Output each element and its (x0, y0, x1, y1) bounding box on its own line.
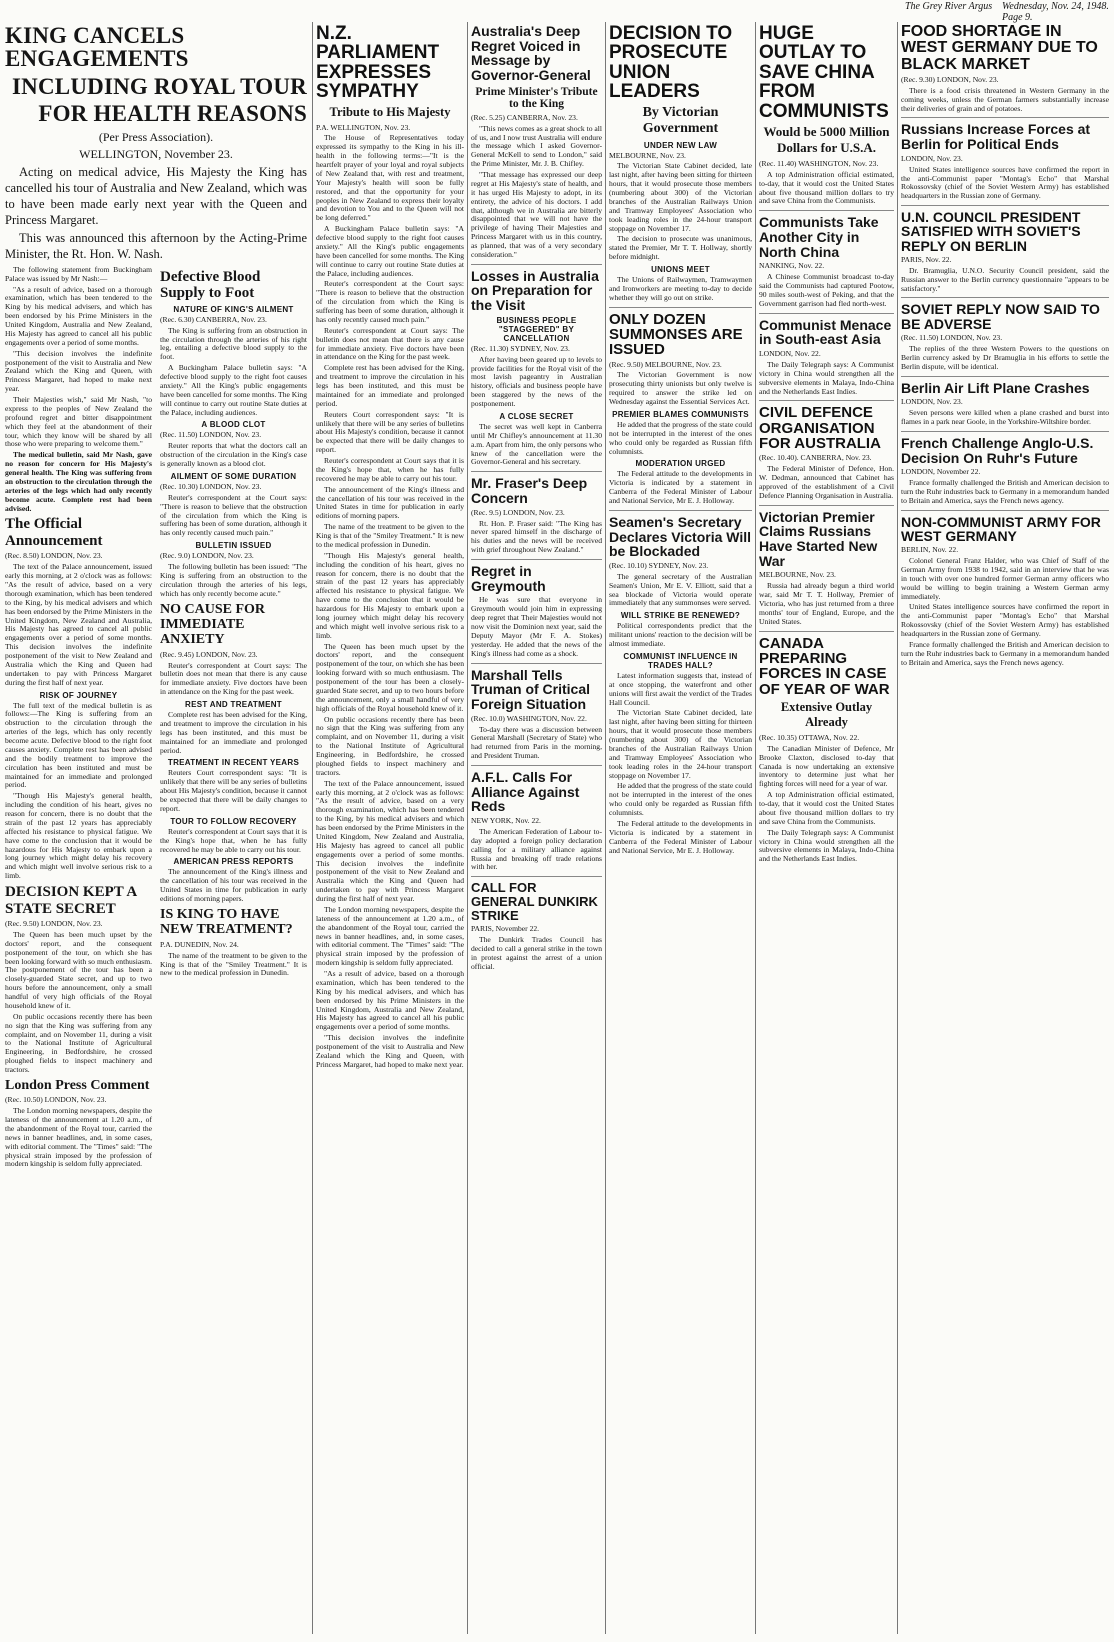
headline-save-china: HUGE OUTLAY TO SAVE CHINA FROM COMMUNISTS (759, 23, 889, 122)
divider (471, 471, 602, 472)
dateline: NANKING, Nov. 22. (759, 261, 825, 271)
paragraph: On public occasions recently there has been no sign that the King was suffering from any complaint, and on November 11, during a visit to the National Institute of Agricultural Engineering, in Bedfordshire, he crossed ploughed fields to inspect machinery and tractors. (316, 714, 464, 777)
column-australia-regret (471, 22, 602, 1634)
paragraph: There is a food crisis threatened in Western Germany in the coming weeks, unless the German farmers substantially increase their deliveries of grain and of potatoes. (901, 85, 1109, 113)
paragraph: The Unions of Railwaymen, Tramwaymen and Ironworkers are meeting to-day to decide whether they will go out on strike. (609, 275, 752, 302)
dateline: (Rec. 10.50) LONDON, Nov. 23. (5, 1095, 107, 1105)
column-king-cancels (5, 22, 307, 1634)
paragraph: The Canadian Minister of Defence, Mr Brooke Claxton, disclosed to-day that Canada is now undertaking an extensive inventory to determine just what her fighting forces will need for a year of war. (759, 743, 894, 789)
subhead-losses-australia: Losses in Australia on Preparation for the Visit (471, 267, 599, 314)
dateline: WELLINGTON, November 23. (79, 146, 233, 161)
lead-paragraph: Acting on medical advice, His Majesty the King has cancelled his tour of Australia and New Zealand, which was to have been made early next year with the Queen and Princess Margaret. (5, 164, 307, 227)
subcolumn-left (5, 266, 152, 1172)
headline-king-cancels-2: INCLUDING ROYAL TOUR (12, 73, 307, 99)
paragraph: To-day there was a discussion between General Marshall (Secretary of State) who had returned from Paris in the morning, and President Truman. (471, 724, 602, 761)
subhead-berlin-air-lift: Berlin Air Lift Plane Crashes (901, 379, 1090, 396)
paragraph: The Federal attitude to the developments in Victoria is indicated by a statement in Canberra of the Federal Minister of Labour and National Service, Mr E. J. Holloway. (609, 818, 752, 855)
subhead-new-treatment: IS KING TO HAVE NEW TREATMENT? (160, 906, 293, 938)
paragraph: Reuter's correspondent at Court says: The bulletin does not mean that there is any cause for immediate anxiety. Five doctors have been in attendance on the King for the past week. (316, 325, 464, 362)
paragraph: The Daily Telegraph says: A Communist victory in China would strengthen all the subversive elements in Malaya, Indo-China and the Netherlands East Indies. (759, 827, 894, 864)
paragraph: A Chinese Communist broadcast to-day said the Communists had captured Pootow, 90 miles south-west of Peking, and that the Government garrison had fled north-west. (759, 272, 894, 308)
paragraph: The Victorian Government is now prosecuting thirty unionists but only twelve is required to answer the strike led on Wednesday against the Essential Services Act. (609, 370, 752, 407)
dateline: LONDON, Nov. 22. (759, 349, 821, 359)
paragraph: Reuter's correspondent at the Court says: "There is reason to believe that the obstruction of the circulation from which the King is suffering has been of some duration, although it has only recently caused much pain." (316, 279, 464, 324)
headline-nz-parliament: N.Z. PARLIAMENT EXPRESSES SYMPATHY (316, 23, 440, 103)
subhead-official-announcement: The Official Announcement (5, 516, 103, 549)
dateline: P.A. DUNEDIN, Nov. 24. (160, 939, 239, 949)
paragraph: A top Administration official estimated, to-day, that it would cost the United States about five thousand million dollars to try and save China from the Communists. (759, 169, 894, 206)
subhead-communists-take-city: Communists Take Another City in North China (759, 214, 879, 260)
paragraph: Colonel General Franz Halder, who was Chief of Staff of the German Army from 1938 to 1942, said in an interview that he was in touch with over one hundred former German army officers who would be willing to begin training a Western German army immediately. (901, 556, 1109, 601)
paragraph: Reuters Court correspondent says: "It is unlikely that there will be any series of bulletins about His Majesty's condition, because it cannot be expected that there will be daily changes to report. (160, 768, 307, 813)
sidehead: RISK OF JOURNEY (39, 690, 118, 700)
paragraph: The general secretary of the Australian Seamen's Union, Mr E. V. Elliott, said that a sea blockade of Victoria would operate immediately that any summonses were served. (609, 571, 752, 608)
dateline: (Rec. 10.40). CANBERRA, Nov. 23. (759, 453, 872, 463)
paragraph: Russia had already begun a third world war, said Mr T. T. Hollway, Premier of Victoria, who has just returned from a three months' tour of England, Europe, and the United States. (759, 581, 894, 626)
paragraph: The text of the Palace announcement, issued early this morning, at 2 o'clock was as follows: "As the result of advice, based on a very thorough examination, which has been tendered to the King, by his medical advisers and which has been endorsed by the Prime Ministers in the United Kingdom, New Zealand and Australia, His Majesty has agreed to cancel all public engagements over a period of some months. This decision involves the indefinite postponement of the visit to New Zealand and Australia which the King and Queen had undertaken to pay with Princess Margaret during the first half of next year. (316, 778, 464, 903)
subhead-french-challenge-ruhr: French Challenge Anglo-U.S. Decision On Ruhr's Future (901, 434, 1094, 466)
paragraph: France formally challenged the British and American decision to turn the Ruhr industries back to Germany in a memorandum handed to Britain and America, says the French news agency. (901, 639, 1109, 667)
column-rule (605, 22, 606, 1634)
subcolumn-right (160, 266, 307, 1172)
paragraph: He was sure that everyone in Greymouth would join him in expressing deep regret that Their Majesties would not now visit the Dominion next year, said the Deputy Mayor (Mr F. A. Stokes) yesterday. He added that the news of the King's illness had come as a shock. (471, 595, 602, 658)
paragraph: Their Majesties wish," said Mr Nash, "to express to the peoples of New Zealand the profound regret and bitter disappointment which they feel at the abandonment of their tour, which they know will be shared by all those who were preparing to welcome them." (5, 395, 152, 449)
paragraph: "As a result of advice, based on a thorough examination, which has been tendered to the King by his medical advisers, and which has been endorsed by his Prime Ministers in the United Kingdom, Australia and New Zealand, His Majesty has agreed to cancel all his public engagements over a period of some months. (316, 969, 464, 1032)
divider (471, 765, 602, 766)
paragraph: The Federal Minister of Defence, Hon. W. Dedman, announced that Cabinet has approved of the establishment of a Civil Defence Planning Organisation in Australia. (759, 464, 894, 500)
paragraph: Seven persons were killed when a plane crashed and burst into flames in a park near Goole, in the Yorkshire-Wiltshire border. (901, 408, 1109, 426)
paragraph: The Victorian State Cabinet decided, late last night, after having been sitting for thirteen hours, that it would prosecute those members (numbering about 300) of the Victorian branches of the Australian Railways Union and Tramway Employees' Association who took leading roles in the 24-hour transport stoppage on November 17. (609, 161, 752, 233)
paragraph: Reuter's correspondent at Court says that it is the King's hope that, when he has fully recovered he may be able to carry out his tour. (316, 456, 464, 483)
dateline: (Rec. 10.35) OTTAWA, Nov. 22. (759, 732, 860, 742)
column-germany-berlin (901, 22, 1109, 1634)
paragraph: The Federal attitude to the developments in Victoria is indicated by a statement in Canberra of the Federal Minister of Labour and National Service, Mr E. J. Holloway. (609, 469, 752, 506)
dateline: (Rec. 11.50) LONDON, Nov. 23. (160, 430, 262, 440)
dateline: LONDON, Nov. 23. (901, 397, 963, 407)
sidehead: BULLETIN ISSUED (195, 541, 272, 551)
column-nz-parliament (316, 22, 464, 1634)
deck-tribute: Tribute to His Majesty (329, 104, 451, 119)
subhead-decision-kept-secret: DECISION KEPT A STATE SECRET (5, 884, 137, 917)
dateline: LONDON, Nov. 23. (901, 153, 963, 163)
deck-extensive-outlay: Extensive Outlay Already (780, 699, 873, 729)
sidehead: REST AND TREATMENT (185, 700, 282, 710)
paragraph: The King is suffering from an obstruction in the circulation through the arteries of his right leg, entailing a defective blood supply to the foot. (160, 325, 307, 362)
paragraph: "This decision involves the indefinite postponement of the visit to Australia and New Zealand which the King and Queen, with Princess Margaret, had hoped to make next year. (316, 1033, 464, 1069)
headline-king-cancels-3: FOR HEALTH REASONS (38, 101, 307, 127)
sidehead: MODERATION URGED (635, 459, 726, 469)
paragraph: A Buckingham Palace bulletin says: "A defective blood supply to the right foot causes anxiety." All the King's public engagements have been cancelled for some months. The King will continue to carry out routine State duties at the Palace, including audiences. (160, 363, 307, 417)
dateline: (Rec. 9.50) MELBOURNE, Nov. 23. (609, 359, 722, 369)
paragraph: The Queen has been much upset by the doctors' report, and the consequent postponement of the tour, on which she has been looking forward with so much enthusiasm. The postponement of the tour has been a closely-guarded State secret, and up to two hours before the announcement, only a small handful of very high officials of the Royal household knew of it. (316, 641, 464, 713)
dateline: (Rec. 9.0) LONDON, Nov. 23. (160, 551, 254, 561)
paragraph: The London morning newspapers, despite the lateness of the announcement at 1.20 a.m., of the abandonment of the Royal tour, carried the news in banner headlines, and, in some cases, with editorial comment. The "Times" said: "The physical strain imposed by the profession of modern kingship is seldom fully appreciated. (5, 1106, 152, 1169)
dateline: (Rec. 10.0) WASHINGTON, Nov. 22. (471, 713, 587, 723)
paragraph: The American Federation of Labour to-day adopted a foreign policy declaration calling for a military alliance against Russia and breaking off trade relations with her. (471, 826, 602, 872)
subhead-defective-blood: Defective Blood Supply to Foot (160, 268, 261, 302)
paragraph: Reuter's correspondent at the Court says: "There is reason to believe that the obstruction of the circulation from which the King is suffering has been of some duration, although it has only recently caused much pain." (160, 492, 307, 538)
headline-australia-regret: Australia's Deep Regret Voiced in Message by Governor-General (471, 23, 591, 84)
subhead-fraser-concern: Mr. Fraser's Deep Concern (471, 475, 588, 506)
paragraph: The Daily Telegraph says: A Communist victory in China would strengthen all the subversive elements in Malaya, Indo-China and the Netherlands East Indies. (759, 359, 894, 396)
divider (759, 400, 894, 401)
paragraph: The announcement of the King's illness and the cancellation of his tour was received in the United States in time for publication in early editions of morning papers. (316, 484, 464, 521)
paragraph: After having been geared up to levels to provide facilities for the Royal visit of the most lavish pageantry in Australian history, officials and business people have been staggered by the news of the postponement. (471, 354, 602, 409)
dateline: LONDON, November 22. (901, 467, 981, 477)
sidehead: PREMIER BLAMES COMMUNISTS (612, 409, 749, 419)
sidehead: TOUR TO FOLLOW RECOVERY (170, 816, 297, 826)
column-rule (467, 22, 468, 1634)
divider (759, 313, 894, 314)
paragraph: The name of the treatment to be given to the King is that of the "Smiley Treatment." It is new to the medical profession in Dunedin. (160, 950, 307, 978)
paragraph: The House of Representatives today expressed its sympathy to the King in his ill-health in the following terms:—"It is the heartfelt prayer of your loyal and royal subjects of New Zealand that, with rest and treatment, Your Majesty's health will soon be fully restored, and that the opportunity for your peoples in New Zealand to express their loyalty and devotion to You and to the Queen will not be long deferred." (316, 133, 464, 223)
column-rule (897, 22, 898, 1634)
subhead-russians-increase-forces: Russians Increase Forces at Berlin for Political Ends (901, 121, 1091, 153)
divider (759, 505, 894, 506)
paragraph: Reuter's correspondent at Court says that it is the King's hope that, when he has fully recovered he may be able to carry out his tour. (160, 826, 307, 854)
masthead (0, 0, 1114, 23)
subhead-seamen-blockade: Seamen's Secretary Declares Victoria Will be Blockaded (609, 513, 752, 560)
paragraph: "That message has expressed our deep regret at His Majesty's state of health, and it has urged His Majesty to adopt, in its entirety, the advice of his doctors. I add that, although we in Australia are bitterly disappointed that we will not have the privilege of having Their Majesties and Princess Margaret with us in this country, as planned, that was of a very secondary consideration." (471, 170, 602, 259)
paragraph: The Dunkirk Trades Council has decided to call a general strike in the town in protest against the arrest of a union official. (471, 935, 602, 971)
sidehead: A CLOSE SECRET (499, 411, 574, 421)
paragraph: "As a result of advice, based on a thorough examination, which has been tendered to the King by his medical advisers, and which has been endorsed by his Prime Ministers in the United Kingdom, Australia and New Zealand, His Majesty has agreed to cancel all his public engagements over a period of some months. (5, 284, 152, 347)
paragraph: "Though His Majesty's general health, including the condition of his heart, gives no reason for concern, there is no doubt that the strain of the past 12 years has appreciably affected his resistance to physical fatigue. We have come to the conclusion that it would be hazardous for His Majesty to embark upon a long journey which might delay his recovery and which might well involve serious risk to a limb. (316, 550, 464, 640)
dateline: MELBOURNE, Nov. 23. (759, 570, 836, 580)
divider (901, 117, 1109, 118)
divider (901, 431, 1109, 432)
paragraph: The following statement from Buckingham Palace was issued by Mr Nash:— (5, 264, 152, 283)
paragraph: Reuters Court correspondent says: "It is unlikely that there will be any series of bulletins about His Majesty's condition, because it cannot be expected that there will be daily changes to report. (316, 409, 464, 455)
subhead-london-press-comment: London Press Comment (5, 1077, 150, 1093)
paragraph: He added that the progress of the state could not be interrupted in the interest of the ones who could only be regarded as Russian fifth columnists. (609, 781, 752, 818)
dateline: (Rec. 11.50) LONDON, Nov. 23. (901, 333, 1003, 343)
divider (471, 663, 602, 664)
dateline: (Rec. 6.30) CANBERRA, Nov. 23. (160, 314, 267, 324)
paragraph: United States intelligence sources have confirmed the report in the anti-Communist paper "Montag's Echo" that Marshal Rokossovsky (chief of the Soviet Western Army) has established headquarters in the Russian zone of Germany. (901, 602, 1109, 639)
divider (901, 510, 1109, 511)
dateline: (Rec. 5.25) CANBERRA, Nov. 23. (471, 112, 578, 122)
divider (471, 876, 602, 877)
sidehead: WILL STRIKE BE RENEWED? (620, 611, 741, 621)
paragraph: The Queen has been much upset by the doctors' report, and the consequent postponement of the tour, on which she has been looking forward with so much enthusiasm. The postponement of the tour has been a closely-guarded State secret, and up to two hours before the announcement, only a small handful of very high officials of the Royal household knew of it. (5, 929, 152, 1010)
dateline: P.A. WELLINGTON, Nov. 23. (316, 122, 411, 132)
subhead-communist-menace-asia: Communist Menace in South-east Asia (759, 316, 892, 348)
column-rule (755, 22, 756, 1634)
paragraph: The announcement of the King's illness and the cancellation of his tour was received in the United States in time for publication in early editions of morning papers. (160, 867, 307, 904)
divider (759, 631, 894, 632)
paragraph: The full text of the medical bulletin is as follows:—The King is suffering from an obstruction to the circulation through the arteries of the legs, which has only recently become acute. Defective blood to the right foot causes anxiety. Complete rest has been advised and the bodily treatment to improve the circulation has been instituted and must be maintained for an immediate and prolonged period. (5, 700, 152, 790)
paragraph: On public occasions recently there has been no sign that the King was suffering from any complaint, and on November 11, during a visit to the National Institute of Agricultural Engineering, in Bedfordshire, he crossed ploughed fields to inspect machinery and tractors. (5, 1011, 152, 1075)
paragraph: Reuter's correspondent at Court says: The bulletin does not mean that there is any cause for immediate anxiety. Five doctors have been in attendance on the King for the past week. (160, 660, 307, 697)
subhead-no-cause-anxiety: NO CAUSE FOR IMMEDIATE ANXIETY (160, 601, 266, 648)
dateline: (Rec. 9.5) LONDON, Nov. 23. (471, 507, 565, 517)
paragraph: France formally challenged the British and American decision to turn the Ruhr industries back to Germany in a memorandum handed to Britain and America, says the French news agency. (901, 478, 1109, 505)
subhead-victorian-premier-russia: Victorian Premier Claims Russians Have Started New War (759, 508, 878, 569)
dateline: PARIS, Nov. 22. (901, 254, 952, 264)
divider (609, 510, 752, 511)
subhead-afl-alliance: A.F.L. Calls For Alliance Against Reds (471, 769, 580, 815)
sidehead: A BLOOD CLOT (201, 420, 266, 430)
paragraph: The London morning newspapers, despite the lateness of the announcement at 1.20 a.m., of the abandonment of the Royal tour, carried the news in banner headlines, and, in some cases, with editorial comment. The "Times" said: "The physical strain imposed by the profession of modern kingship is seldom fully appreciated. (316, 904, 464, 968)
dateline: (Rec. 9.45) LONDON, Nov. 23. (160, 649, 258, 659)
deck-five-thousand-million: Would be 5000 Million Dollars for U.S.A. (763, 123, 890, 155)
page-date: Wednesday, Nov. 24, 1948. Page 9. (1002, 1, 1109, 23)
paragraph: Rt. Hon. P. Fraser said: "The King has never spared himself in the discharge of his duties and the news will be received with grief throughout New Zealand." (471, 518, 602, 555)
sidehead: UNIONS MEET (651, 265, 710, 274)
paragraph: Latest information suggests that, instead of at once stopping, the waterfront and other unions will first await the verdict of the Trades Hall Council. (609, 670, 752, 707)
paragraph: Complete rest has been advised for the King, and treatment to improve the circulation in his legs has been instituted, and this must be maintained for an immediate and prolonged period. (160, 710, 307, 755)
sidehead: UNDER NEW LAW (643, 140, 718, 150)
dateline: NEW YORK, Nov. 22. (471, 816, 541, 826)
subhead-marshall-truman: Marshall Tells Truman of Critical Foreign Situation (471, 666, 591, 712)
dateline: BERLIN, Nov. 22. (901, 545, 959, 555)
subhead-civil-defence: CIVIL DEFENCE ORGANISATION FOR AUSTRALIA (759, 404, 881, 453)
dateline: MELBOURNE, Nov. 23. (609, 150, 686, 160)
sidehead: BUSINESS PEOPLE "STAGGERED" BY CANCELLATION (496, 315, 577, 343)
dateline: (Rec. 10.10) SYDNEY, Nov. 23. (609, 560, 709, 570)
sidehead: NATURE OF KING'S AILMENT (173, 304, 294, 314)
column-rule (312, 22, 313, 1634)
dateline: (Rec. 10.30) LONDON, Nov. 23. (160, 481, 262, 491)
column-china-outlay (759, 22, 894, 1634)
sidehead: COMMUNIST INFLUENCE IN TRADES HALL? (623, 651, 738, 670)
paragraph: Dr. Bramuglia, U.N.O. Security Council president, said the Russian answer to the Berlin currency questionnaire "appears to be satisfactory." (901, 265, 1109, 293)
paragraph: "Though His Majesty's general health, including the condition of his heart, gives no reason for concern, there is no doubt that the strain of the past 12 years has appreciably affected his resistance to physical fatigue. We have come to the conclusion that it would be hazardous for His Majesty to embark upon a long journey which might delay his recovery and which might well involve serious risk to a limb. (5, 791, 152, 881)
divider (901, 376, 1109, 377)
subhead-un-council-president: U.N. COUNCIL PRESIDENT SATISFIED WITH SOVIET'S REPLY ON BERLIN (901, 209, 1081, 254)
headline-king-cancels-1: KING CANCELS ENGAGEMENTS (5, 23, 189, 72)
headline-food-shortage: FOOD SHORTAGE IN WEST GERMANY DUE TO BLACK MARKET (901, 23, 1098, 73)
deck-prime-minister: Prime Minister's Tribute to the King (475, 85, 598, 110)
divider (901, 205, 1109, 206)
paragraph: Political correspondents predict that the militant unions' reaction to the decision will be almost immediate. (609, 621, 752, 649)
subhead-greymouth-regret: Regret in Greymouth (471, 563, 546, 594)
sidehead: AILMENT OF SOME DURATION (170, 471, 297, 481)
deck-victorian-govt: By Victorian Government (642, 104, 719, 136)
paragraph: The following bulletin has been issued: "The King is suffering from an obstruction to the circulation through the arteries of his legs, which has only recently become acute." (160, 562, 307, 598)
paragraph: The decision to prosecute was unanimous, stated the Premier, Mr T. T. Hollway, shortly before midnight. (609, 234, 752, 262)
paragraph: A Buckingham Palace bulletin says: "A defective blood supply to the right foot causes anxiety." All the King's public engagements have been cancelled for some months. The King will continue to carry out routine State duties at the Palace, including audiences. (316, 224, 464, 278)
dateline: (Rec. 9.50) LONDON, Nov. 23. (5, 919, 103, 929)
newspaper-name: The Grey River Argus (905, 1, 993, 12)
paragraph: "This decision involves the indefinite postponement of the visit to Australia and New Zealand which the King and Queen, with Princess Margaret, had hoped to make next year. (5, 348, 152, 394)
paragraph: The name of the treatment to be given to the King is that of the "Smiley Treatment." It is new to the medical profession in Dunedin. (316, 522, 464, 549)
headline-prosecute-unions: DECISION TO PROSECUTE UNION LEADERS (609, 23, 733, 103)
column-prosecute-unions (609, 22, 752, 1634)
paragraph: United States intelligence sources have confirmed the report in the anti-Communist paper "Montag's Echo" that Marshal Rokossovsky (chief of the Soviet Western Army) has established headquarters in the Russian zone of Germany. (901, 164, 1109, 201)
dateline: (Rec. 11.40) WASHINGTON, Nov. 23. (759, 158, 879, 168)
sidehead: TREATMENT IN RECENT YEARS (167, 758, 300, 768)
divider (471, 559, 602, 560)
divider (471, 264, 602, 265)
press-byline: (Per Press Association). (98, 129, 214, 144)
dateline: PARIS, November 22. (471, 924, 540, 934)
divider (901, 297, 1109, 298)
dateline: (Rec. 8.50) LONDON, Nov. 23. (5, 551, 103, 561)
paragraph: The replies of the three Western Powers to the questions on Berlin currency asked by Dr Bramuglia in his efforts to settle the Berlin dispute, will be identical. (901, 343, 1109, 371)
subhead-soviet-reply-adverse: SOVIET REPLY NOW SAID TO BE ADVERSE (901, 301, 1100, 332)
paragraph: The text of the Palace announcement, issued early this morning, at 2 o'clock was as follows: "As the result of advice, based on a very thorough examination, which has been tendered to the King, by his medical advisers and which has been endorsed by the Prime Ministers in the United Kingdom, New Zealand and Australia, His Majesty has agreed to cancel all public engagements over a period of some months. This decision involves the indefinite postponement of the visit to New Zealand and Australia which the King and Queen had undertaken to pay with Princess Margaret during the first half of next year. (5, 562, 152, 687)
lead-paragraph: This was announced this afternoon by the Acting-Prime Minister, the Rt. Hon. W. Nash. (5, 230, 307, 261)
dateline: (Rec. 9.30) LONDON, Nov. 23. (901, 74, 999, 84)
paragraph: Complete rest has been advised for the King, and treatment to improve the circulation in his legs has been instituted, and this must be maintained for an immediate and prolonged period. (316, 363, 464, 408)
subhead-canada-preparing: CANADA PREPARING FORCES IN CASE OF YEAR OF WAR (759, 634, 890, 698)
sidehead: AMERICAN PRESS REPORTS (173, 857, 294, 867)
subhead-only-dozen-summonses: ONLY DOZEN SUMMONSES ARE ISSUED (609, 310, 743, 359)
paragraph: A top Administration official estimated, to-day, that it would cost the United States about five thousand million dollars to try and save China from the Communists. (759, 790, 894, 826)
divider (759, 210, 894, 211)
subhead-dunkirk-strike: CALL FOR GENERAL DUNKIRK STRIKE (471, 880, 598, 923)
subhead-non-communist-army: NON-COMMUNIST ARMY FOR WEST GERMANY (901, 513, 1101, 544)
paragraph: He added that the progress of the state could not be interrupted in the interest of the ones who could only be regarded as Russian fifth columnists. (609, 419, 752, 456)
dateline: (Rec. 11.30) SYDNEY, Nov. 23. (471, 343, 570, 353)
paragraph: "This news comes as a great shock to all of us, and I now trust Australia will endure the message which I asked Governor-General McKell to send to London," said the Prime Minister, Mr. J. B. Chifley. (471, 123, 602, 169)
divider (609, 307, 752, 308)
paragraph: The Victorian State Cabinet decided, late last night, after having been sitting for thirteen hours, that it would prosecute those members (numbering about 300) of the Victorian branches of the Australian Railways Union and Tramway Employees' Association who took leading roles in the 24-hour transport stoppage on November 17. (609, 708, 752, 780)
paragraph: Reuter reports that what the doctors call an obstruction of the circulation in the King's case is generally known as a blood clot. (160, 441, 307, 469)
paragraph-bold: The medical bulletin, said Mr Nash, gave no reason for concern for His Majesty's general health. The King was suffering from an obstruction to the circulation through the arteries of the legs which had only recently become acute. Complete rest had been advised. (5, 450, 152, 513)
paragraph: The secret was well kept in Canberra until Mr Chifley's announcement at 11.30 a.m. Apart from him, the only persons who knew of the cancellation were the Governor-General and his secretary. (471, 421, 602, 467)
